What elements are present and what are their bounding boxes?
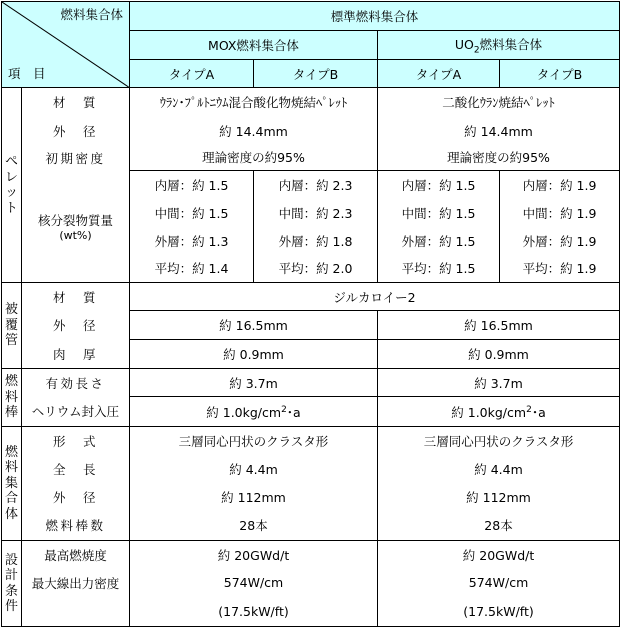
- header-corner-cell: [2, 2, 130, 88]
- assembly-count-label: 燃料棒数: [22, 511, 130, 541]
- mox-pellet-diameter: 約 14.4mm: [130, 117, 378, 145]
- fissile-cell: 平均：約 1.9: [500, 255, 620, 283]
- uo2-rod-length: 約 3.7m: [378, 369, 620, 397]
- uo2-assembly-header: $UO_2$燃料集合体: [378, 31, 620, 60]
- uo2-pellet-material: 二酸化ｳﾗﾝ焼結ﾍﾟﾚｯﾄ: [378, 88, 620, 117]
- mox-cladding-diameter: 約 16.5mm: [130, 311, 378, 340]
- uo2-design-burnup: 約 20GWd/t: [378, 541, 620, 569]
- assembly-diameter-label: 外 径: [22, 483, 130, 511]
- mox-rod-length: 約 3.7m: [130, 369, 378, 397]
- fissile-cell: 中間：約 2.3: [254, 199, 378, 227]
- mox-design-burnup: 約 20GWd/t: [130, 541, 378, 569]
- mox-rod-pressure: 約 $1.0kg/cm^2$･a: [130, 397, 378, 427]
- uo2-type-a-header: タイプA: [378, 60, 500, 88]
- assembly-category: 燃 料 集 合 体: [2, 427, 22, 541]
- fissile-cell: 中間：約 1.9: [500, 199, 620, 227]
- pellet-category: ペ レ ッ ト: [2, 88, 22, 283]
- cladding-category: 被 覆 管: [2, 283, 22, 369]
- uo2-assembly-diameter: 約 112mm: [378, 483, 620, 511]
- design-blank-label: [22, 597, 130, 627]
- uo2-assembly-length: 約 4.4m: [378, 455, 620, 483]
- fissile-cell: 内層：約 1.5: [130, 171, 254, 199]
- mox-cladding-thickness: 約 0.9mm: [130, 340, 378, 369]
- fissile-cell: 外層：約 1.3: [130, 227, 254, 255]
- uo2-rod-pressure: 約 $1.0kg/cm^2$･a: [378, 397, 620, 427]
- fissile-cell: 外層：約 1.8: [254, 227, 378, 255]
- pellet-fissile-label: [22, 171, 130, 283]
- assembly-form-label: 形 式: [22, 427, 130, 455]
- mox-assembly-header: MOX燃料集合体: [130, 31, 378, 60]
- uo2-cladding-thickness: 約 0.9mm: [378, 340, 620, 369]
- fissile-cell: 中間：約 1.5: [378, 199, 500, 227]
- pellet-density-label: 初期密度: [22, 145, 130, 171]
- uo2-assembly-form: 三層同心円状のクラスタ形: [378, 427, 620, 455]
- mox-assembly-count: 28本: [130, 511, 378, 541]
- mox-design-power-ft: (17.5kW/ft): [130, 597, 378, 627]
- design-power-label: 最大線出力密度: [22, 569, 130, 597]
- mox-pellet-density: 理論密度の約95%: [130, 145, 378, 171]
- fissile-cell: 外層：約 1.5: [378, 227, 500, 255]
- uo2-cladding-diameter: 約 16.5mm: [378, 311, 620, 340]
- uo2-pellet-density: 理論密度の約95%: [378, 145, 620, 171]
- uo2-type-b-header: タイプB: [500, 60, 620, 88]
- rod-category: 燃 料 棒: [2, 369, 22, 427]
- fissile-cell: 中間：約 1.5: [130, 199, 254, 227]
- cladding-material: ジルカロイー2: [130, 283, 620, 311]
- fissile-cell: 平均：約 2.0: [254, 255, 378, 283]
- fissile-cell: 外層：約 1.9: [500, 227, 620, 255]
- mox-assembly-length: 約 4.4m: [130, 455, 378, 483]
- mox-type-b-header: タイプB: [254, 60, 378, 88]
- mox-assembly-diameter: 約 112mm: [130, 483, 378, 511]
- fissile-unit-text: (wt%): [59, 228, 92, 242]
- uo2-design-power-ft: (17.5kW/ft): [378, 597, 620, 627]
- cladding-diameter-label: 外 径: [22, 311, 130, 340]
- corner-fuel-assembly-label: 燃料集合体: [60, 7, 123, 22]
- fissile-cell: 内層：約 1.9: [500, 171, 620, 199]
- corner-item-label: 項目: [8, 66, 59, 81]
- pellet-diameter-label: 外 径: [22, 117, 130, 145]
- rod-pressure-label: ヘリウム封入圧: [22, 397, 130, 427]
- mox-assembly-form: 三層同心円状のクラスタ形: [130, 427, 378, 455]
- uo2-design-power: 574W/cm: [378, 569, 620, 597]
- fissile-cell: 内層：約 2.3: [254, 171, 378, 199]
- mox-design-power: 574W/cm: [130, 569, 378, 597]
- fuel-assembly-spec-table: [1, 1, 620, 627]
- fissile-label-text: 核分裂物質量: [37, 212, 113, 228]
- standard-assembly-header: 標準燃料集合体: [130, 2, 620, 31]
- mox-pellet-material: ｳﾗﾝ･ﾌﾟﾙﾄﾆｳﾑ混合酸化物焼結ﾍﾟﾚｯﾄ: [130, 88, 378, 117]
- fissile-cell: 平均：約 1.5: [378, 255, 500, 283]
- design-category: 設 計 条 件: [2, 541, 22, 627]
- mox-type-a-header: タイプA: [130, 60, 254, 88]
- assembly-length-label: 全 長: [22, 455, 130, 483]
- uo2-assembly-count: 28本: [378, 511, 620, 541]
- pellet-material-label: 材 質: [22, 88, 130, 117]
- fissile-cell: 内層：約 1.5: [378, 171, 500, 199]
- design-burnup-label: 最高燃焼度: [22, 541, 130, 569]
- uo2-pellet-diameter: 約 14.4mm: [378, 117, 620, 145]
- cladding-thickness-label: 肉 厚: [22, 340, 130, 369]
- rod-length-label: 有効長さ: [22, 369, 130, 397]
- fissile-cell: 平均：約 1.4: [130, 255, 254, 283]
- cladding-material-label: 材 質: [22, 283, 130, 311]
